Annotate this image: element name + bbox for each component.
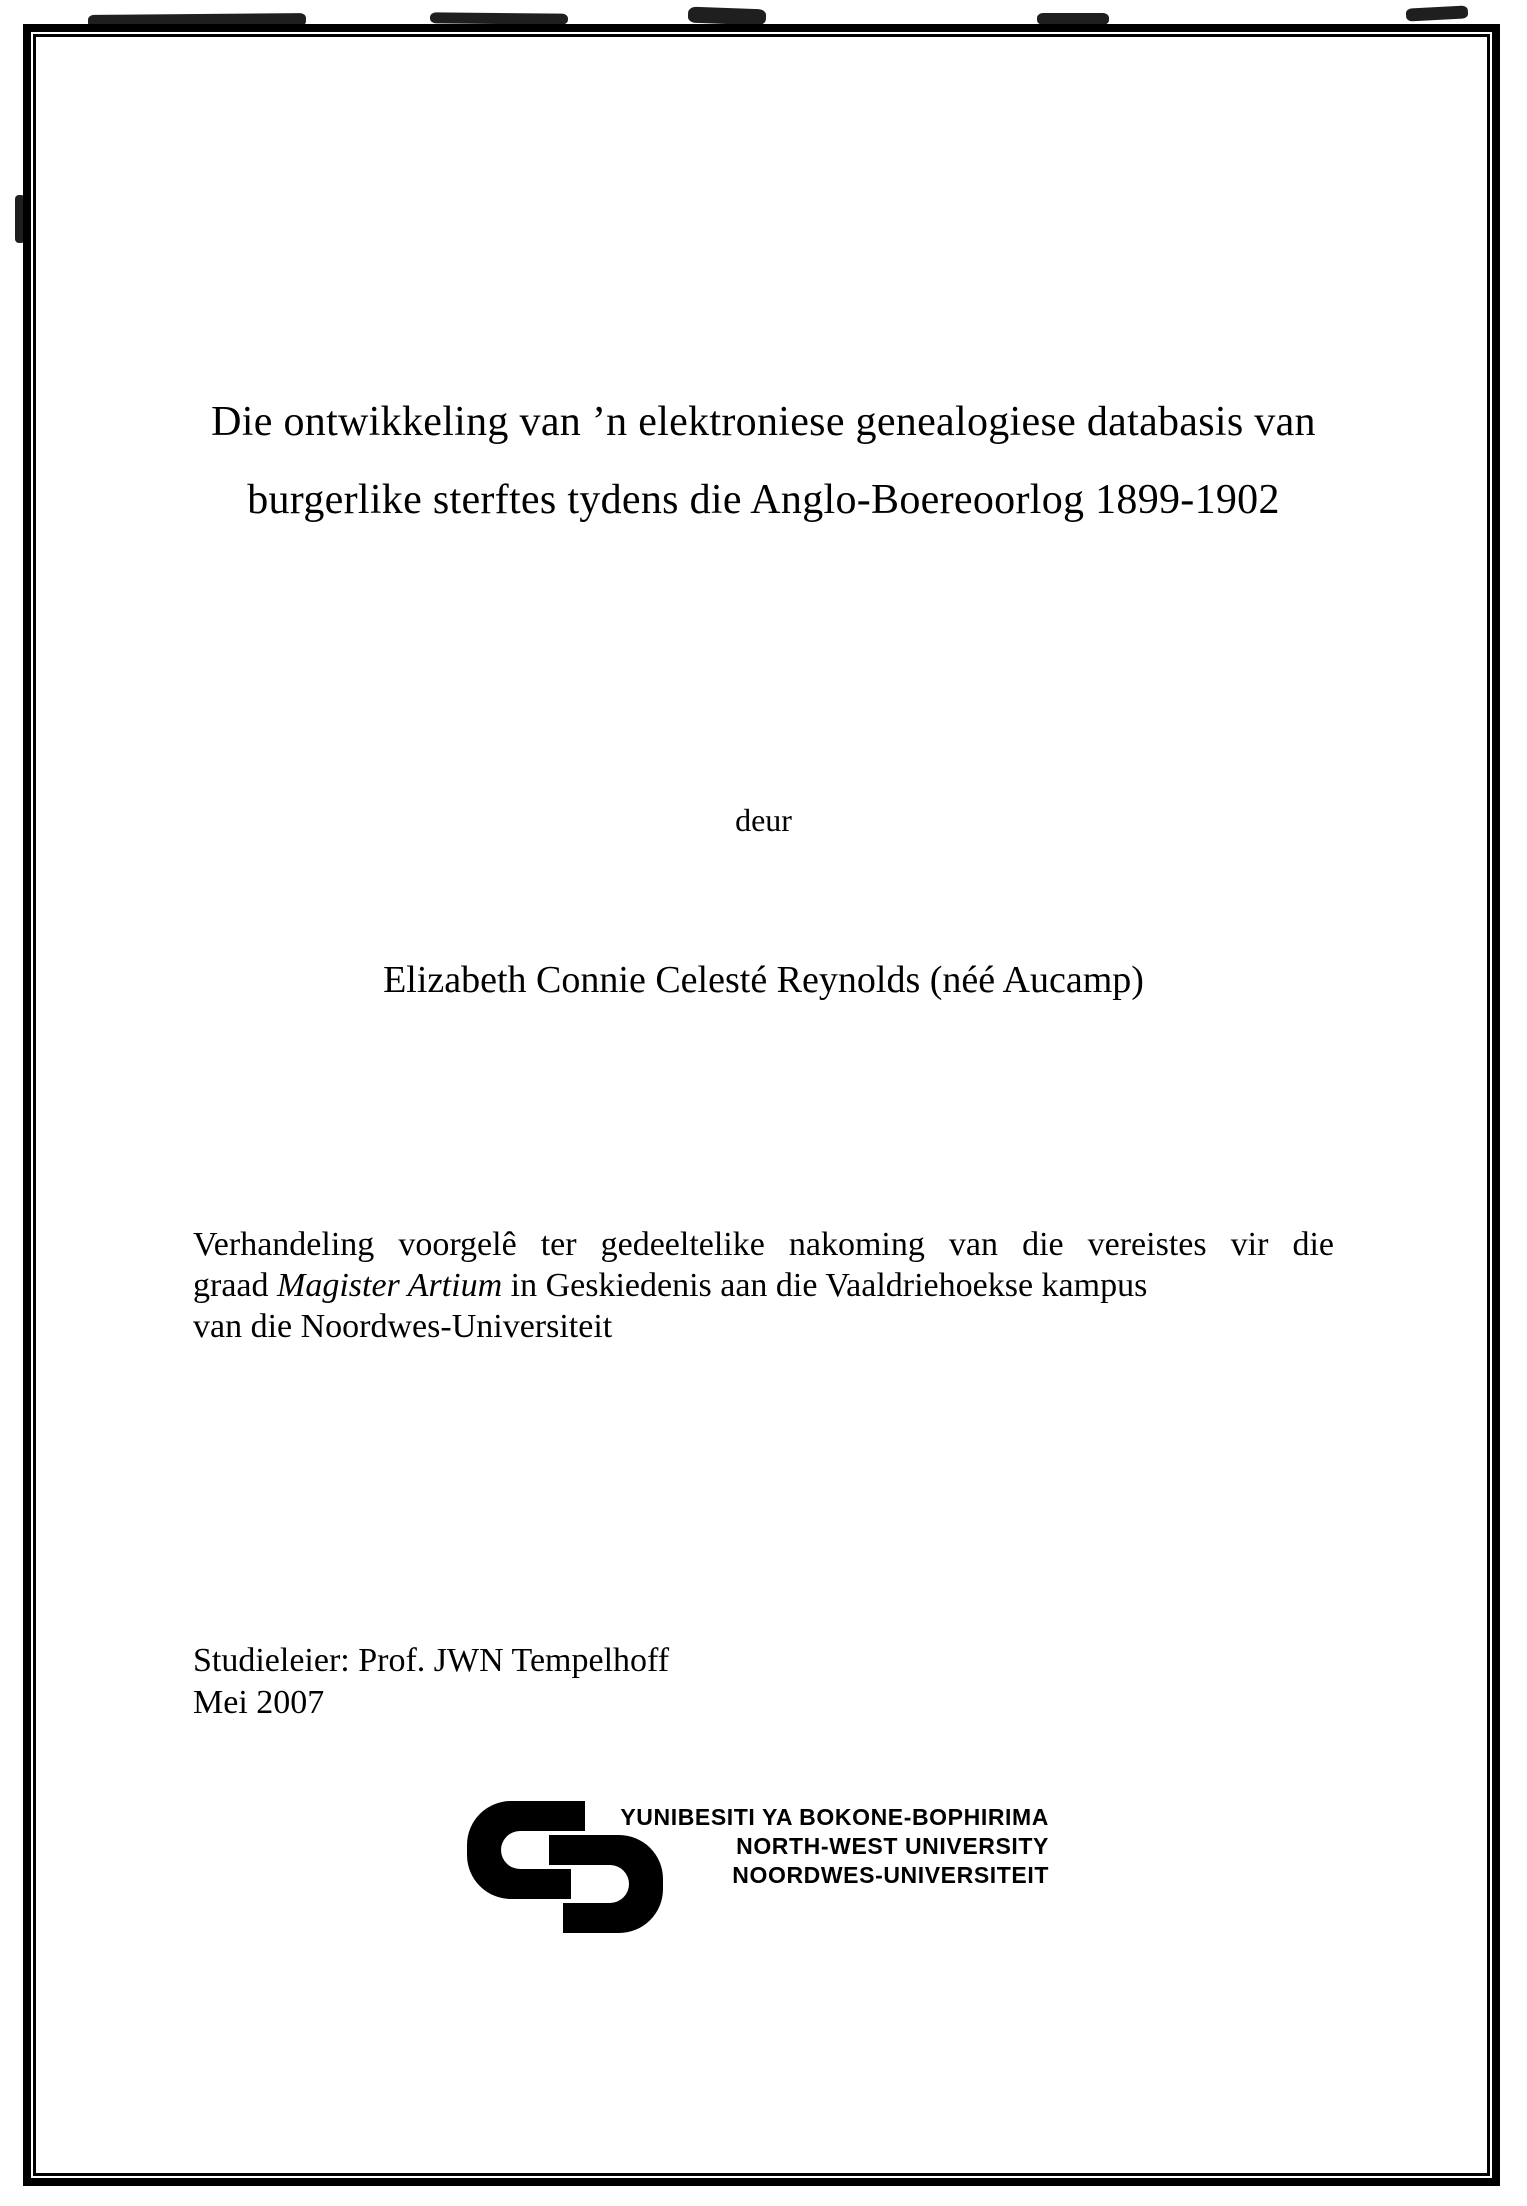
nwu-wordmark-line2: NORTH-WEST UNIVERSITY bbox=[736, 1833, 1049, 1859]
scan-artifact bbox=[15, 195, 25, 243]
supervisor-line: Studieleier: Prof. JWN Tempelhoff bbox=[193, 1642, 670, 1679]
nwu-wordmark-line1: YUNIBESITI YA BOKONE-BOPHIRIMA bbox=[620, 1804, 1049, 1830]
degree-statement bbox=[193, 1224, 1334, 1347]
date-line: Mei 2007 bbox=[193, 1684, 325, 1721]
nwu-wordmark bbox=[620, 1803, 1049, 1890]
scan-artifact bbox=[88, 13, 306, 28]
degree-statement-line1: Verhandeling voorgelê ter gedeeltelike nakoming van die vereistes vir die bbox=[193, 1226, 1334, 1263]
nwu-wordmark-line3: NOORDWES-UNIVERSITEIT bbox=[732, 1862, 1049, 1888]
degree-statement-line2-suffix: in Geskiedenis aan die Vaaldriehoekse kampus bbox=[502, 1267, 1148, 1304]
supervisor-block bbox=[193, 1640, 1093, 1724]
degree-statement-line3: van die Noordwes-Universiteit bbox=[193, 1308, 613, 1345]
scan-artifact bbox=[1037, 13, 1109, 25]
byline-label: deur bbox=[735, 802, 792, 838]
degree-name-italic: Magister Artium bbox=[277, 1267, 503, 1304]
author-name: Elizabeth Connie Celesté Reynolds (néé Aucamp) bbox=[383, 959, 1144, 1001]
thesis-title-line2: burgerlike sterftes tydens die Anglo-Boereoorlog 1899-1902 bbox=[247, 477, 1280, 523]
thesis-title-line1: Die ontwikkeling van ’n elektroniese genealogiese databasis van bbox=[211, 399, 1316, 445]
scan-artifact bbox=[430, 12, 568, 24]
thesis-title bbox=[96, 383, 1431, 539]
scan-artifact bbox=[688, 7, 767, 26]
scan-artifact bbox=[1406, 5, 1469, 21]
degree-statement-line2-prefix: graad bbox=[193, 1267, 278, 1304]
degree-statement-line2 bbox=[193, 1265, 1334, 1306]
